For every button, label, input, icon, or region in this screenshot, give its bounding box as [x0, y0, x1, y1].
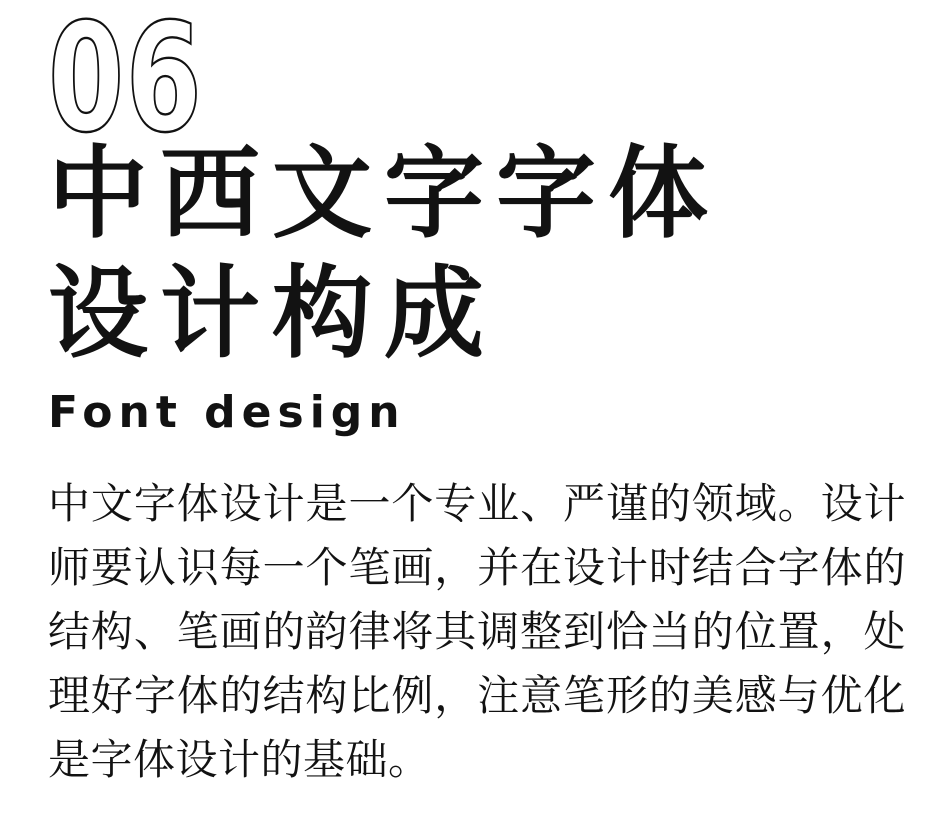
body-paragraph: 中文字体设计是一个专业、严谨的领域。设计师要认识每一个笔画，并在设计时结合字体的结构、笔画的韵律将其调整到恰当的位置，处理好字体的结构比例，注意笔形的美感与优化是字体设计的基础。 [48, 479, 906, 784]
page-title [48, 134, 906, 374]
section-number: 06 [48, 0, 204, 166]
page-title-line-2: 设计构成 [48, 255, 496, 372]
page-title-line-1: 中西文字字体 [48, 135, 720, 252]
subtitle: Font design [48, 387, 406, 438]
